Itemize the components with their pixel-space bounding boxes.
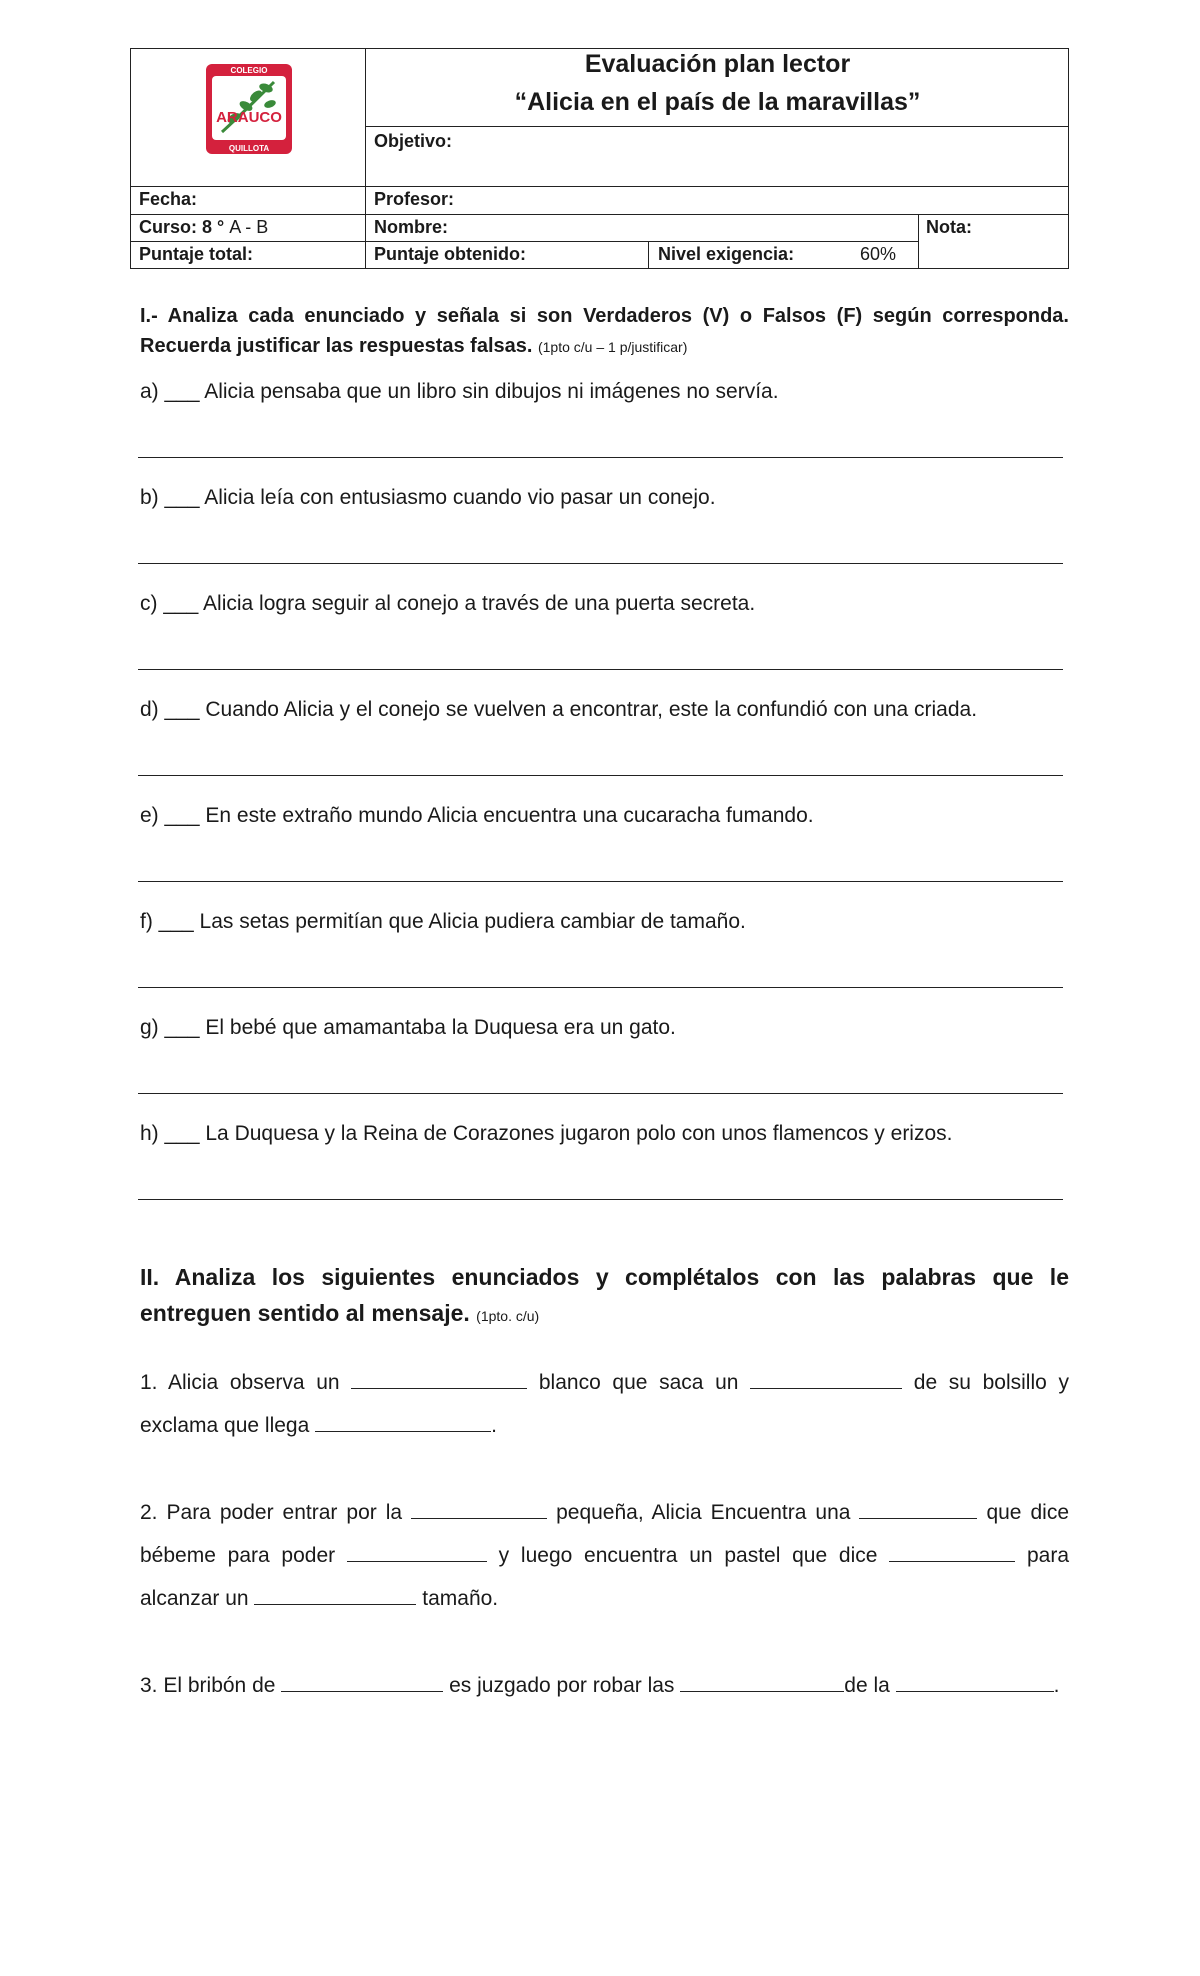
q2-text: y luego encuentra un pastel que dice: [498, 1544, 878, 1567]
divider: [648, 241, 649, 269]
true-false-item-g: g) ___ El bebé que amamantaba la Duquesa era un gato.: [140, 1016, 676, 1039]
blank-field[interactable]: [347, 1543, 487, 1562]
blank-field[interactable]: [281, 1673, 443, 1692]
answer-line[interactable]: [138, 457, 1063, 458]
document-subtitle: “Alicia en el país de la maravillas”: [514, 88, 921, 116]
blank-field[interactable]: [859, 1500, 977, 1519]
blank-field[interactable]: [750, 1370, 902, 1389]
divider: [130, 214, 1069, 215]
true-false-item-a: a) ___ Alicia pensaba que un libro sin dibujos ni imágenes no servía.: [140, 380, 779, 403]
divider: [130, 241, 918, 242]
true-false-item-c: c) ___ Alicia logra seguir al conejo a través de una puerta secreta.: [140, 592, 756, 615]
curso-field: [139, 217, 268, 238]
curso-label: Curso: 8 °: [139, 217, 225, 237]
section2-instructions: II. Analiza los siguientes enunciados y complétalos con las palabras que le entreguen sentido al mensaje.: [140, 1264, 1069, 1326]
fill-in-question-3: [140, 1664, 1069, 1707]
q1-text: 1. Alicia observa un: [140, 1371, 340, 1394]
true-false-item-d: d) ___ Cuando Alicia y el conejo se vuelven a encontrar, este la confundió con una criada.: [140, 698, 978, 721]
q3-text: 3. El bribón de: [140, 1674, 276, 1697]
blank-field[interactable]: [896, 1673, 1054, 1692]
nivel-exigencia-value: 60%: [860, 244, 897, 264]
nombre-label: Nombre:: [374, 217, 449, 237]
true-false-item-f: f) ___ Las setas permitían que Alicia pudiera cambiar de tamaño.: [140, 910, 746, 933]
section2-points: (1pto. c/u): [476, 1308, 540, 1324]
school-logo: [204, 62, 294, 156]
fecha-label: Fecha:: [139, 189, 198, 209]
q2-text: pequeña, Alicia Encuentra una: [556, 1501, 851, 1524]
true-false-item-b: b) ___ Alicia leía con entusiasmo cuando vio pasar un conejo.: [140, 486, 716, 509]
puntaje-obtenido-label: Puntaje obtenido:: [374, 244, 526, 264]
q2-text: 2. Para poder entrar por la: [140, 1501, 403, 1524]
blank-field[interactable]: [889, 1543, 1015, 1562]
blank-field[interactable]: [254, 1586, 416, 1605]
section1-instructions: I.- Analiza cada enunciado y señala si son Verdaderos (V) o Falsos (F) según corresponda. Recuerda justificar las respuestas falsas.: [140, 305, 1069, 357]
logo-top-text: COLEGIO: [230, 66, 268, 75]
answer-line[interactable]: [138, 775, 1063, 776]
q1-text: blanco que saca un: [538, 1371, 739, 1394]
answer-line[interactable]: [138, 1199, 1063, 1200]
section2-heading: [140, 1259, 1069, 1334]
q3-text: es juzgado por robar las: [449, 1674, 675, 1697]
q1-text: .: [491, 1414, 497, 1437]
fill-in-question-2: [140, 1491, 1069, 1620]
q3-text: de la: [844, 1674, 890, 1697]
logo-bottom-text: QUILLOTA: [228, 144, 270, 153]
blank-field[interactable]: [680, 1673, 844, 1692]
logo-name: ARAUCO: [216, 109, 282, 126]
nivel-exigencia-label: Nivel exigencia:: [658, 244, 795, 264]
objetivo-label: Objetivo:: [374, 131, 453, 151]
puntaje-total-label: Puntaje total:: [139, 244, 254, 264]
q2-text: tamaño.: [422, 1587, 499, 1610]
section1-points: (1pto c/u – 1 p/justificar): [537, 339, 688, 355]
answer-line[interactable]: [138, 563, 1063, 564]
section1-heading: [140, 301, 1069, 362]
blank-field[interactable]: [351, 1370, 527, 1389]
divider: [365, 48, 366, 269]
divider: [365, 126, 1069, 127]
q3-text: .: [1053, 1674, 1060, 1697]
divider: [918, 214, 919, 269]
answer-line[interactable]: [138, 881, 1063, 882]
q2-text: para alcanzar un: [140, 1544, 1069, 1610]
fill-in-question-1: [140, 1361, 1069, 1447]
profesor-label: Profesor:: [374, 189, 455, 209]
document-title: Evaluación plan lector: [584, 50, 851, 78]
curso-value: A - B: [229, 217, 269, 237]
blank-field[interactable]: [315, 1413, 491, 1432]
true-false-item-h: h) ___ La Duquesa y la Reina de Corazones jugaron polo con unos flamencos y erizos.: [140, 1122, 953, 1145]
q1-text: de su bolsillo y exclama que llega: [140, 1371, 1069, 1437]
true-false-item-e: e) ___ En este extraño mundo Alicia encuentra una cucaracha fumando.: [140, 804, 814, 827]
nota-label: Nota:: [926, 217, 972, 237]
divider: [130, 186, 1069, 187]
answer-line[interactable]: [138, 987, 1063, 988]
q2-text: que dice bébeme para poder: [140, 1501, 1070, 1567]
answer-line[interactable]: [138, 1093, 1063, 1094]
blank-field[interactable]: [411, 1500, 547, 1519]
answer-line[interactable]: [138, 669, 1063, 670]
